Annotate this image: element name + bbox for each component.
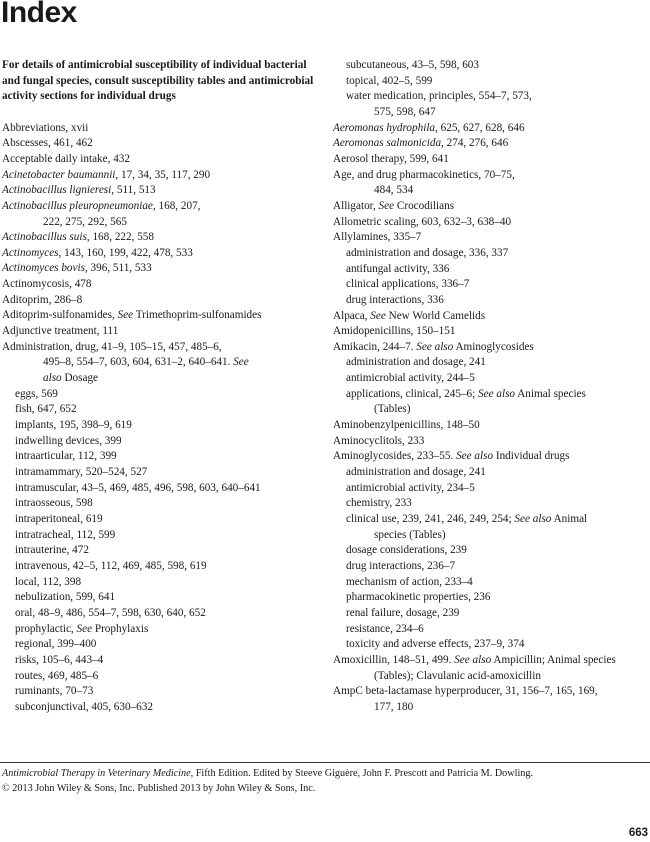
index-entry-text: Acceptable daily intake, 432	[2, 152, 130, 165]
index-entry	[333, 58, 649, 74]
index-entry-text: administration and dosage, 336, 337	[346, 246, 509, 259]
index-entry-text: Alpaca,	[333, 309, 371, 322]
index-entry-text: resistance, 234–6	[346, 622, 424, 635]
index-entry	[333, 121, 649, 137]
index-entry-text: renal failure, dosage, 239	[346, 606, 460, 619]
index-entry-text: Amidopenicillins, 150–151	[333, 325, 456, 338]
index-entry-text: New World Camelids	[385, 309, 486, 322]
index-entry-text: Actinomyces bovis	[2, 262, 85, 275]
index-entry	[333, 262, 649, 278]
index-entry	[333, 434, 649, 450]
index-entry-text: Aminoglycosides, 233–55.	[333, 450, 457, 463]
index-entry-text: See also	[456, 450, 494, 463]
index-entry-text: Aminocyclitols, 233	[333, 434, 425, 447]
index-entry-text: Alligator,	[333, 199, 379, 212]
index-entry-text: water medication, principles, 554–7, 573,	[346, 90, 532, 103]
index-entry-text: intrauterine, 472	[15, 544, 89, 557]
index-entry-text: antimicrobial activity, 234–5	[346, 481, 475, 494]
index-entry-text: indwelling devices, 399	[15, 434, 122, 447]
index-entry	[333, 199, 649, 215]
index-entry-text: nebulization, 599, 641	[15, 591, 116, 604]
index-entry-text: mechanism of action, 233–4	[346, 575, 473, 588]
index-entry-text: pharmacokinetic properties, 236	[346, 591, 491, 604]
index-entry-text: , 274, 276, 646	[441, 137, 509, 150]
index-entry-text: administration and dosage, 241	[346, 356, 486, 369]
index-entry	[333, 637, 649, 653]
index-title: Index	[1, 0, 77, 29]
index-entry-text: antimicrobial activity, 244–5	[346, 372, 475, 385]
edition-note: , Fifth Edition. Edited by Steeve Giguère, John F. Prescott and Patricia M. Dowling.	[190, 768, 534, 779]
index-entry-text: local, 112, 398	[15, 575, 82, 588]
index-entry	[333, 653, 649, 669]
index-entry-text: Aditoprim, 286–8	[2, 293, 83, 306]
index-entry	[2, 543, 324, 559]
index-entry-text: Trimethoprim-sulfonamides	[133, 309, 262, 322]
index-entry	[333, 340, 649, 356]
index-entry	[333, 293, 649, 309]
index-entry	[333, 559, 649, 575]
index-entry	[2, 183, 324, 199]
index-entry-text: intratracheal, 112, 599	[15, 528, 116, 541]
index-entry-text: 484, 534	[374, 184, 414, 197]
index-entry	[2, 308, 324, 324]
index-entry-text: See	[233, 356, 249, 369]
index-entry	[2, 700, 324, 716]
index-entry-text: Actinobacillus suis	[2, 231, 87, 244]
index-entry-text: administration and dosage, 241	[346, 466, 486, 479]
index-entry-text: See	[76, 622, 93, 635]
index-entry-text: dosage considerations, 239	[346, 544, 467, 557]
index-entry-text: Aminoglycosides	[453, 340, 534, 353]
index-entry-text: , 168, 222, 558	[86, 231, 154, 244]
index-entry	[333, 136, 649, 152]
index-entry-text: Adjunctive treatment, 111	[2, 325, 119, 338]
index-entry-text: Dosage	[61, 372, 99, 385]
index-entry-text: Aminobenzylpenicillins, 148–50	[333, 419, 480, 432]
index-entry-text: chemistry, 233	[346, 497, 412, 510]
index-entry-text: intraosseous, 598	[15, 497, 93, 510]
index-entry-text: antifungal activity, 336	[346, 262, 450, 275]
index-entry-text: 222, 275, 292, 565	[43, 215, 127, 228]
index-entry	[333, 512, 649, 528]
index-entry	[333, 590, 649, 606]
index-entry-text: applications, clinical, 245–6;	[346, 387, 479, 400]
index-entry	[2, 293, 324, 309]
index-entry-text: risks, 105–6, 443–4	[15, 653, 104, 666]
index-entry	[2, 371, 324, 387]
index-entry-text: Aerosol therapy, 599, 641	[333, 152, 449, 165]
index-entry	[2, 168, 324, 184]
index-entry-text: Aeromonas hydrophila	[333, 121, 436, 134]
index-entry	[333, 324, 649, 340]
index-entry-text: oral, 48–9, 486, 554–7, 598, 630, 640, 652	[15, 606, 206, 619]
index-entry-text: Aditoprim-sulfonamides,	[2, 309, 118, 322]
index-entry	[333, 465, 649, 481]
index-entry	[2, 261, 324, 277]
index-entry-text: (Tables); Clavulanic acid-amoxicillin	[374, 669, 541, 682]
index-entry	[333, 449, 649, 465]
index-entry	[333, 74, 649, 90]
index-entry-text: See also	[478, 387, 516, 400]
index-entry	[2, 152, 324, 168]
index-entry	[2, 215, 324, 231]
index-entry-text: routes, 469, 485–6	[15, 669, 99, 682]
copyright-footer	[2, 766, 533, 796]
index-entry-text: topical, 402–5, 599	[346, 74, 433, 87]
index-entry	[333, 230, 649, 246]
index-column-left	[2, 58, 324, 716]
index-entry	[2, 559, 324, 575]
index-entry-text: drug interactions, 336	[346, 293, 444, 306]
index-entry-text: Acinetobacter baumannii	[2, 168, 116, 181]
index-entry-text: Individual drugs	[493, 450, 570, 463]
index-entry-text: implants, 195, 398–9, 619	[15, 419, 132, 432]
index-entry-text: eggs, 569	[15, 387, 58, 400]
index-entry-text: Allometric scaling, 603, 632–3, 638–40	[333, 215, 512, 228]
index-entry-text: Abscesses, 461, 462	[2, 137, 93, 150]
index-entry-text: 495–8, 554–7, 603, 604, 631–2, 640–641.	[43, 356, 234, 369]
index-entry	[2, 590, 324, 606]
index-intro-note: For details of antimicrobial susceptibility of individual bacterial and fungal species, consult susceptibility tables and antimicrobial activity sections for individual drugs	[2, 59, 314, 103]
index-entry	[333, 543, 649, 559]
index-entry-text: ruminants, 70–73	[15, 685, 94, 698]
index-column-right	[333, 58, 649, 716]
index-entry-text: prophylactic,	[15, 622, 77, 635]
index-entry-text: species (Tables)	[374, 528, 446, 541]
index-entry	[333, 183, 649, 199]
index-entry-text: , 625, 627, 628, 646	[435, 121, 525, 134]
index-entry-text: , 17, 34, 35, 117, 290	[115, 168, 211, 181]
index-entry	[2, 481, 324, 497]
index-entry-text: Allylamines, 335–7	[333, 231, 422, 244]
index-entry	[2, 449, 324, 465]
index-entry-text: toxicity and adverse effects, 237–9, 374	[346, 638, 525, 651]
index-entry	[333, 355, 649, 371]
index-entry	[333, 371, 649, 387]
index-entry	[333, 215, 649, 231]
index-entry	[2, 355, 324, 371]
index-entry	[333, 168, 649, 184]
index-entry-text: drug interactions, 236–7	[346, 560, 456, 572]
index-entry-text: Actinomyces	[2, 246, 59, 259]
index-entry	[2, 606, 324, 622]
index-entry	[2, 387, 324, 403]
footer-divider	[0, 762, 650, 763]
index-entry-list-left	[2, 121, 324, 716]
index-entry	[2, 622, 324, 638]
index-entry-text: clinical applications, 336–7	[346, 278, 470, 291]
index-entry-text: Animal	[551, 513, 588, 526]
index-entry-text: Ampicillin; Animal species	[491, 653, 616, 666]
index-entry	[2, 528, 324, 544]
index-entry	[2, 653, 324, 669]
index-entry	[2, 340, 324, 356]
index-entry	[333, 528, 649, 544]
index-entry-text: , 396, 511, 533	[84, 262, 152, 275]
index-entry-text: Crocodilians	[394, 199, 455, 212]
index-entry-text: See also	[514, 513, 552, 526]
index-entry-text: Administration, drug, 41–9, 105–15, 457, 485–6,	[2, 340, 222, 353]
index-entry	[333, 669, 649, 685]
index-entry-text: Actinobacillus pleuropneumoniae	[2, 199, 153, 212]
index-entry-text: , 168, 207,	[152, 199, 201, 212]
index-entry-text: Prophylaxis	[92, 622, 149, 635]
index-entry-text: AmpC beta-lactamase hyperproducer, 31, 156–7, 165, 169,	[333, 685, 598, 698]
index-entry	[333, 496, 649, 512]
index-entry	[333, 606, 649, 622]
index-entry	[333, 684, 649, 700]
index-entry-text: 177, 180	[374, 700, 414, 713]
index-entry	[2, 199, 324, 215]
index-entry-text: Amoxicillin, 148–51, 499.	[333, 653, 455, 666]
index-entry-text: , 511, 513	[111, 184, 156, 197]
index-entry	[2, 575, 324, 591]
index-entry	[333, 418, 649, 434]
index-entry	[2, 669, 324, 685]
index-entry-text: , 143, 160, 199, 422, 478, 533	[58, 246, 193, 259]
index-entry-text: Actinobacillus lignieresi	[2, 184, 112, 197]
index-entry-text: See	[117, 309, 134, 322]
book-title: Antimicrobial Therapy in Veterinary Medicine	[2, 768, 191, 779]
index-entry	[333, 105, 649, 121]
index-entry-text: intravenous, 42–5, 112, 469, 485, 598, 619	[15, 559, 207, 572]
index-entry-text: subcutaneous, 43–5, 598, 603	[346, 59, 479, 71]
index-entry-text: also	[43, 372, 62, 385]
index-entry-text: fish, 647, 652	[15, 403, 77, 416]
citation-line	[2, 766, 533, 781]
copyright-line: © 2013 John Wiley & Sons, Inc. Published 2013 by John Wiley & Sons, Inc.	[2, 783, 316, 794]
index-entry	[2, 277, 324, 293]
index-entry	[2, 136, 324, 152]
index-entry	[2, 434, 324, 450]
index-entry-text: Abbreviations, xvii	[2, 121, 89, 134]
index-entry	[2, 230, 324, 246]
index-entry	[2, 684, 324, 700]
index-entry-text: See also	[416, 340, 454, 353]
index-entry-text: intraperitoneal, 619	[15, 512, 103, 525]
index-entry-text: Amikacin, 244–7.	[333, 340, 417, 353]
index-entry	[2, 637, 324, 653]
index-entry-text: intramuscular, 43–5, 469, 485, 496, 598, 603, 640–641	[15, 481, 261, 494]
index-entry-text: See also	[454, 653, 492, 666]
index-entry-text: regional, 399–400	[15, 638, 97, 651]
index-entry	[333, 277, 649, 293]
index-entry-text: Age, and drug pharmacokinetics, 70–75,	[333, 168, 515, 181]
index-entry	[2, 496, 324, 512]
index-entry	[2, 465, 324, 481]
index-entry	[2, 512, 324, 528]
index-entry-text: (Tables)	[374, 403, 411, 416]
index-entry-text: See	[378, 199, 395, 212]
index-entry-text: 575, 598, 647	[374, 105, 436, 118]
index-entry	[333, 246, 649, 262]
index-entry	[333, 309, 649, 325]
index-entry	[2, 324, 324, 340]
index-entry	[333, 575, 649, 591]
index-entry	[333, 622, 649, 638]
index-entry	[333, 700, 649, 716]
index-entry	[333, 481, 649, 497]
index-entry-text: Actinomycosis, 478	[2, 278, 92, 291]
index-entry	[2, 121, 324, 137]
index-entry-list-right	[333, 58, 649, 716]
index-entry-text: intraarticular, 112, 399	[15, 450, 117, 463]
index-entry-text: clinical use, 239, 241, 246, 249, 254;	[346, 513, 515, 526]
index-entry	[2, 402, 324, 418]
index-entry-text: See	[370, 309, 386, 322]
index-entry-text: intramammary, 520–524, 527	[15, 466, 148, 478]
index-entry	[333, 402, 649, 418]
index-entry-text: Animal species	[515, 387, 586, 400]
page-number: 663	[628, 827, 648, 839]
index-entry	[2, 246, 324, 262]
index-entry	[2, 418, 324, 434]
index-entry	[333, 89, 649, 105]
index-entry-text: Aeromonas salmonicida	[333, 137, 442, 150]
index-entry-text: subconjunctival, 405, 630–632	[15, 700, 153, 713]
index-entry	[333, 152, 649, 168]
index-entry	[333, 387, 649, 403]
